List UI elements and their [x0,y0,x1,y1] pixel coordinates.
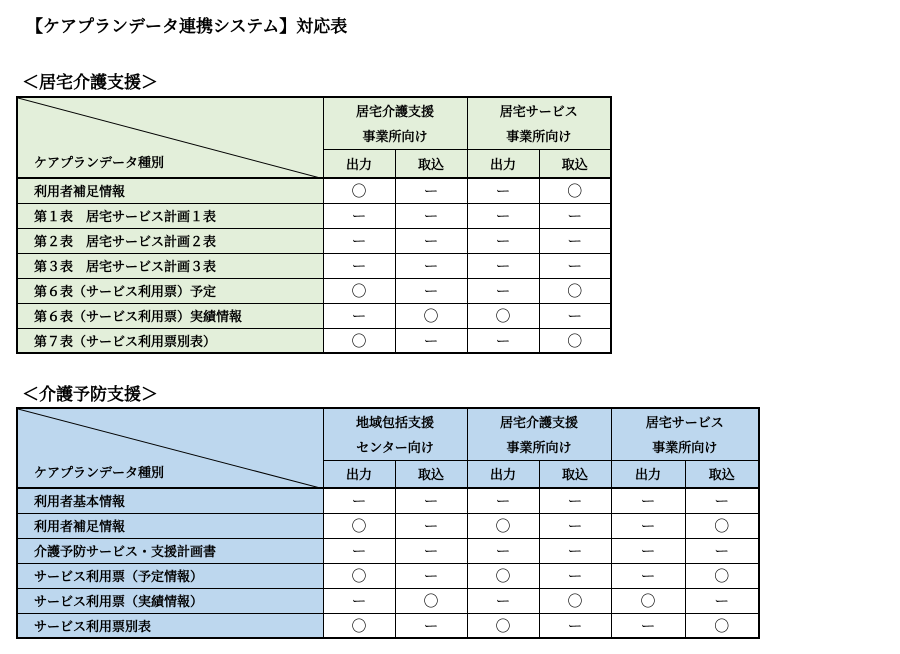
col-header: 出力 [323,149,395,178]
cell-mark: ー [467,278,539,303]
cell-mark: ー [467,538,539,563]
table-row [17,588,759,613]
cell-mark: ー [395,178,467,203]
cell-mark: 〇 [467,613,539,638]
cell-mark: ー [467,488,539,513]
cell-mark: ー [539,253,611,278]
cell-mark: ー [395,203,467,228]
row-label: サービス利用票別表 [17,613,323,638]
corner-header [17,408,323,488]
cell-mark: 〇 [323,513,395,538]
table-row [17,613,759,638]
table-row [17,513,759,538]
cell-mark: 〇 [323,613,395,638]
cell-mark: ー [395,228,467,253]
group-header: 地域包括支援 [323,408,467,434]
table-row [17,253,611,278]
cell-mark: 〇 [685,563,759,588]
cell-mark: ー [467,253,539,278]
table-row [17,563,759,588]
cell-mark: ー [539,203,611,228]
row-label: 第３表 居宅サービス計画３表 [17,253,323,278]
cell-mark: ー [323,588,395,613]
cell-mark: ー [611,613,685,638]
row-label: 介護予防サービス・支援計画書 [17,538,323,563]
row-label: 第６表（サービス利用票）予定 [17,278,323,303]
row-label: 第１表 居宅サービス計画１表 [17,203,323,228]
col-header: 取込 [395,460,467,488]
table-row [17,228,611,253]
cell-mark: 〇 [467,513,539,538]
cell-mark: ー [395,253,467,278]
col-header: 取込 [685,460,759,488]
cell-mark: ー [323,488,395,513]
row-label: サービス利用票（実績情報） [17,588,323,613]
cell-mark: ー [323,303,395,328]
cell-mark: 〇 [539,328,611,353]
group-header: 居宅サービス [467,97,611,123]
table-row [17,178,611,203]
table-row [17,303,611,328]
table-row [17,488,759,513]
row-label: 第７表（サービス利用票別表） [17,328,323,353]
col-header: 出力 [467,149,539,178]
cell-mark: ー [685,538,759,563]
section1-heading: ＜居宅介護支援＞ [22,73,158,93]
cell-mark: ー [685,488,759,513]
cell-mark: ー [467,228,539,253]
col-header: 出力 [611,460,685,488]
cell-mark: ー [395,563,467,588]
cell-mark: ー [323,253,395,278]
cell-mark: ー [611,563,685,588]
cell-mark: ー [539,563,611,588]
col-header: 出力 [467,460,539,488]
corner-header [17,97,323,178]
table-row [17,203,611,228]
cell-mark: ー [539,538,611,563]
group-subheader: センター向け [323,434,467,460]
section2-heading: ＜介護予防支援＞ [22,385,158,405]
col-header: 出力 [323,460,395,488]
cell-mark: ー [685,588,759,613]
cell-mark: ー [539,613,611,638]
cell-mark: ー [611,538,685,563]
cell-mark: 〇 [323,328,395,353]
row-label: サービス利用票（予定情報） [17,563,323,588]
table-row [17,328,611,353]
cell-mark: ー [611,488,685,513]
cell-mark: ー [323,203,395,228]
group-subheader: 事業所向け [467,434,611,460]
cell-mark: ー [323,228,395,253]
cell-mark: 〇 [323,178,395,203]
row-label: 利用者補足情報 [17,513,323,538]
cell-mark: 〇 [539,588,611,613]
row-label: 利用者基本情報 [17,488,323,513]
cell-mark: ー [539,488,611,513]
cell-mark: 〇 [611,588,685,613]
cell-mark: ー [323,538,395,563]
cell-mark: ー [611,513,685,538]
row-label: 第６表（サービス利用票）実績情報 [17,303,323,328]
cell-mark: ー [395,328,467,353]
cell-mark: ー [395,488,467,513]
cell-mark: ー [395,538,467,563]
cell-mark: ー [539,513,611,538]
corner-label: ケアプランデータ種別 [34,466,165,481]
group-header: 居宅サービス [611,408,759,434]
group-header: 居宅介護支援 [323,97,467,123]
table-row [17,278,611,303]
cell-mark: 〇 [467,303,539,328]
cell-mark: 〇 [685,613,759,638]
group-subheader: 事業所向け [611,434,759,460]
col-header: 取込 [395,149,467,178]
cell-mark: 〇 [467,563,539,588]
cell-mark: 〇 [539,278,611,303]
cell-mark: ー [395,278,467,303]
cell-mark: ー [539,303,611,328]
col-header: 取込 [539,149,611,178]
cell-mark: 〇 [323,563,395,588]
table-yobo [16,407,760,639]
cell-mark: 〇 [395,303,467,328]
group-header: 居宅介護支援 [467,408,611,434]
table-kyotaku [16,96,612,354]
row-label: 第２表 居宅サービス計画２表 [17,228,323,253]
group-subheader: 事業所向け [323,123,467,149]
row-label: 利用者補足情報 [17,178,323,203]
corner-label: ケアプランデータ種別 [34,156,165,171]
cell-mark: 〇 [395,588,467,613]
cell-mark: ー [539,228,611,253]
group-subheader: 事業所向け [467,123,611,149]
cell-mark: ー [467,588,539,613]
cell-mark: 〇 [539,178,611,203]
col-header: 取込 [539,460,611,488]
cell-mark: ー [467,328,539,353]
cell-mark: ー [395,613,467,638]
cell-mark: 〇 [323,278,395,303]
cell-mark: ー [395,513,467,538]
table-row [17,538,759,563]
cell-mark: ー [467,178,539,203]
document-title: 【ケアプランデータ連携システム】対応表 [26,17,348,37]
cell-mark: ー [467,203,539,228]
cell-mark: 〇 [685,513,759,538]
